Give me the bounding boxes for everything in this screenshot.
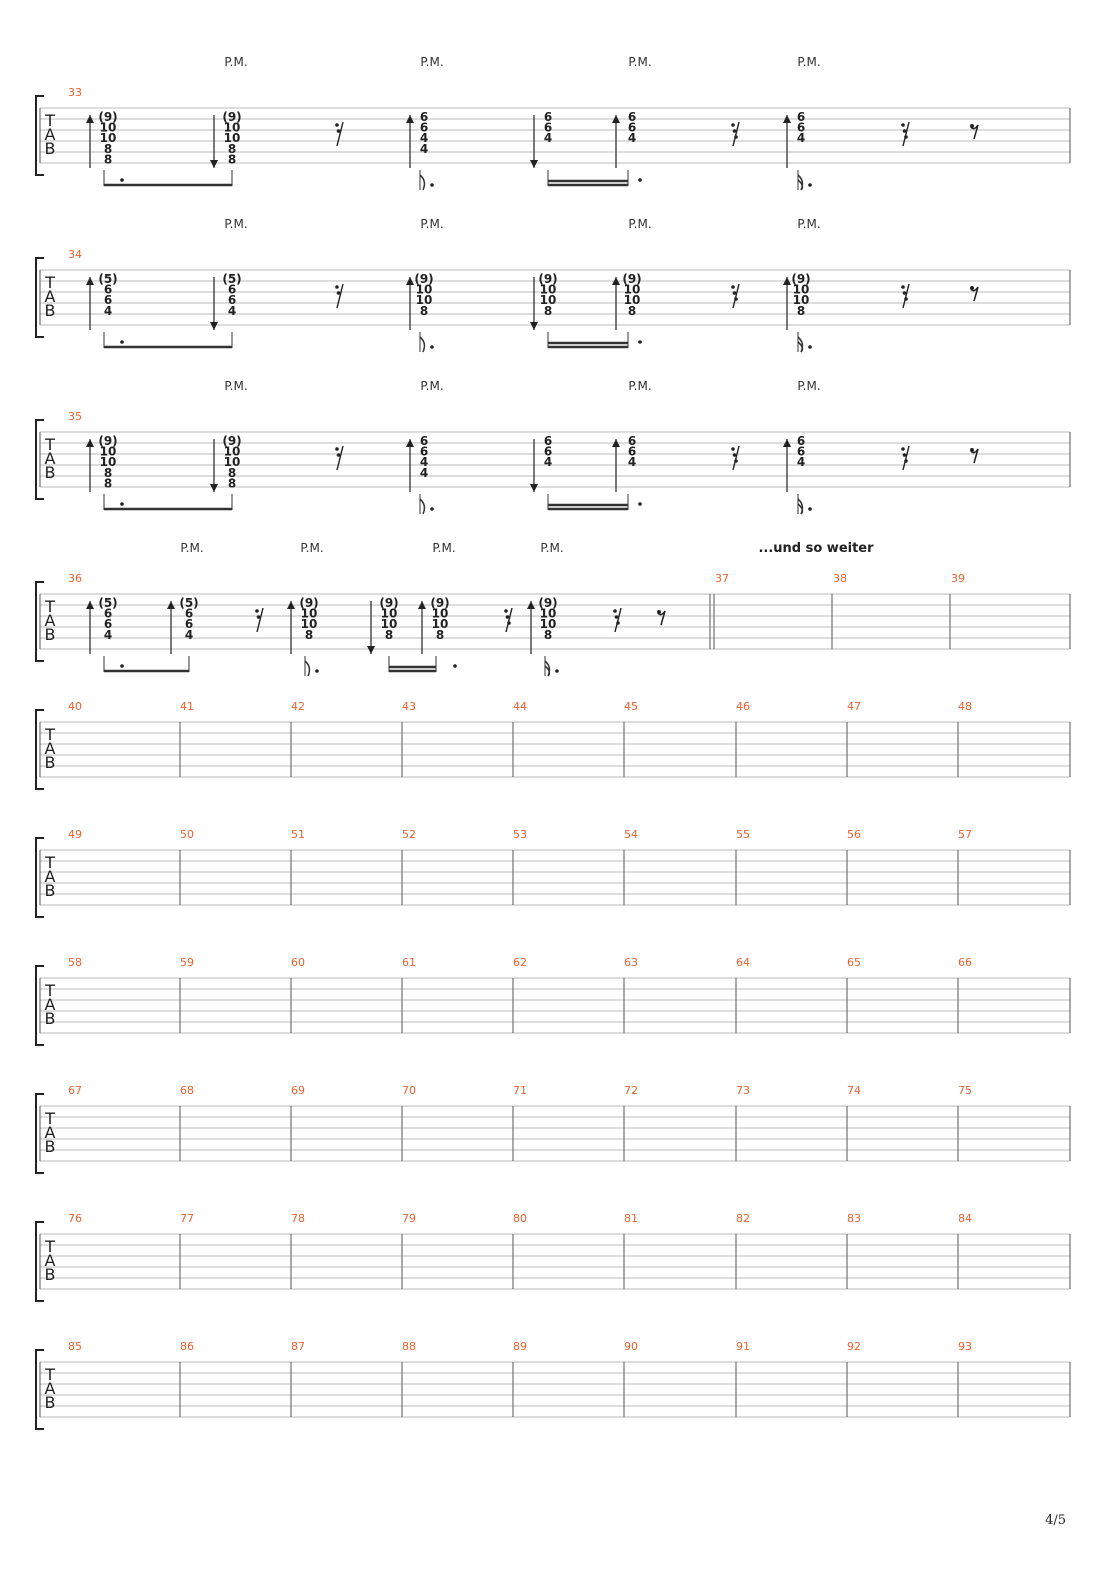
tab-clef-letter: T: [45, 1109, 55, 1128]
downstroke-arrow: [210, 484, 218, 492]
measure-number: 70: [402, 1084, 416, 1097]
fret-number: 10: [300, 617, 318, 632]
short-rest: [903, 291, 907, 295]
rhythm-dot: [430, 183, 434, 187]
palm-mute-label: P.M.: [628, 217, 652, 231]
short-rest: [506, 615, 510, 619]
rhythm-dot: [120, 340, 124, 344]
fret-number: 10: [415, 282, 433, 297]
fret-number: (9): [430, 596, 450, 610]
tab-clef-letter: T: [45, 597, 55, 616]
fret-number: (5): [98, 272, 118, 286]
palm-mute-label: P.M.: [224, 55, 248, 69]
short-rest: [901, 123, 905, 127]
measure-number: 74: [847, 1084, 861, 1097]
palm-mute-label: P.M.: [432, 541, 456, 555]
measure-number: 53: [513, 828, 527, 841]
short-rest: [734, 459, 738, 463]
fret-number: 6: [103, 282, 113, 297]
measure-number: 52: [402, 828, 416, 841]
palm-mute-label: P.M.: [420, 55, 444, 69]
fret-number: 6: [103, 617, 113, 632]
measure-number: 67: [68, 1084, 82, 1097]
short-rest: [731, 123, 735, 127]
short-rest: [337, 453, 341, 457]
fret-number: (9): [222, 110, 242, 124]
fret-number: 8: [543, 303, 553, 318]
fret-number: 10: [99, 455, 117, 470]
measure-number: 61: [402, 956, 416, 969]
measure-number: 33: [68, 86, 82, 99]
note-flag: [305, 661, 309, 676]
und-so-weiter-text: ...und so weiter: [758, 541, 874, 556]
tab-clef-letter: A: [44, 1123, 56, 1142]
fret-number: 10: [623, 293, 641, 308]
fret-number: 10: [431, 617, 449, 632]
fret-number: 10: [99, 131, 117, 146]
rhythm-dot: [120, 664, 124, 668]
fret-number: (5): [222, 272, 242, 286]
short-rest: [335, 285, 339, 289]
fret-number: 8: [627, 303, 637, 318]
tab-clef-letter: A: [44, 995, 56, 1014]
fret-number: 8: [103, 152, 113, 167]
measure-number: 60: [291, 956, 305, 969]
fret-number: 10: [223, 120, 241, 135]
short-rest: [901, 285, 905, 289]
measure-number: 63: [624, 956, 638, 969]
tab-clef-letter: B: [44, 625, 56, 644]
fret-number: 10: [300, 606, 318, 621]
downstroke-arrow: [367, 646, 375, 654]
fret-number: (9): [791, 272, 811, 286]
fret-number: 10: [623, 282, 641, 297]
measure-number: 38: [833, 572, 847, 585]
measure-number: 80: [513, 1212, 527, 1225]
tab-clef-letter: B: [44, 753, 56, 772]
short-rest: [257, 615, 261, 619]
fret-number: 8: [227, 141, 237, 156]
measure-number: 89: [513, 1340, 527, 1353]
fret-number: 8: [227, 152, 237, 167]
short-rest: [337, 291, 341, 295]
short-rest: [616, 621, 620, 625]
rhythm-dot: [555, 669, 559, 673]
fret-number: 8: [796, 303, 806, 318]
fret-number: 4: [419, 465, 429, 480]
fret-number: 6: [796, 120, 806, 135]
measure-number: 76: [68, 1212, 82, 1225]
tab-staff: [36, 966, 1070, 1045]
short-rest: [733, 291, 737, 295]
measure-number: 42: [291, 700, 305, 713]
palm-mute-label: P.M.: [540, 541, 564, 555]
downstroke-arrow: [210, 322, 218, 330]
measure-number: 54: [624, 828, 638, 841]
fret-number: 6: [184, 617, 194, 632]
measure-number: 90: [624, 1340, 638, 1353]
measure-number: 84: [958, 1212, 972, 1225]
downstroke-arrow: [530, 484, 538, 492]
fret-number: 6: [627, 120, 637, 135]
tab-clef-letter: B: [44, 1009, 56, 1028]
tab-clef-letter: B: [44, 139, 56, 158]
tab-clef-letter: B: [44, 1265, 56, 1284]
measure-number: 83: [847, 1212, 861, 1225]
rhythm-dot: [808, 345, 812, 349]
rhythm-dot: [430, 345, 434, 349]
fret-number: 10: [539, 617, 557, 632]
tab-staff: [36, 710, 1070, 789]
fret-number: 10: [99, 120, 117, 135]
fret-number: 10: [223, 444, 241, 459]
rhythm-dot: [430, 507, 434, 511]
palm-mute-label: P.M.: [420, 379, 444, 393]
measure-number: 72: [624, 1084, 638, 1097]
fret-number: 8: [103, 465, 113, 480]
measure-number: 93: [958, 1340, 972, 1353]
tab-clef-letter: B: [44, 1393, 56, 1412]
rhythm-dot: [638, 502, 642, 506]
downstroke-arrow: [210, 160, 218, 168]
short-rest: [904, 459, 908, 463]
measure-number: 88: [402, 1340, 416, 1353]
tab-staff: [36, 420, 1070, 499]
tab-clef-letter: A: [44, 1379, 56, 1398]
fret-number: 4: [796, 455, 806, 470]
fret-number: 10: [539, 282, 557, 297]
measure-number: 40: [68, 700, 82, 713]
fret-number: 8: [435, 627, 445, 642]
fret-number: 6: [419, 434, 429, 448]
rhythm-dot: [808, 183, 812, 187]
fret-number: 6: [419, 120, 429, 135]
measure-number: 92: [847, 1340, 861, 1353]
tab-clef-letter: A: [44, 287, 56, 306]
downstroke-arrow: [530, 322, 538, 330]
fret-number: (9): [538, 596, 558, 610]
tab-clef-letter: A: [44, 449, 56, 468]
eighth-rest: [970, 286, 974, 290]
fret-number: (9): [538, 272, 558, 286]
measure-number: 44: [513, 700, 527, 713]
fret-number: 4: [627, 455, 637, 470]
short-rest: [504, 609, 508, 613]
measure-number: 37: [715, 572, 729, 585]
fret-number: 4: [627, 131, 637, 146]
measure-number: 82: [736, 1212, 750, 1225]
tab-staff: [36, 1094, 1070, 1173]
measure-number: 58: [68, 956, 82, 969]
short-rest: [904, 135, 908, 139]
fret-number: 4: [543, 131, 553, 146]
short-rest: [733, 129, 737, 133]
measure-number: 56: [847, 828, 861, 841]
fret-number: (9): [622, 272, 642, 286]
palm-mute-label: P.M.: [420, 217, 444, 231]
fret-number: 8: [419, 303, 429, 318]
tab-clef-letter: A: [44, 739, 56, 758]
fret-number: 6: [543, 444, 553, 459]
fret-number: 10: [223, 455, 241, 470]
fret-number: 4: [419, 455, 429, 470]
fret-number: (5): [98, 596, 118, 610]
fret-number: 4: [227, 303, 237, 318]
fret-number: 10: [539, 606, 557, 621]
fret-number: 6: [103, 293, 113, 308]
fret-number: 4: [184, 627, 194, 642]
fret-number: 6: [543, 110, 553, 124]
palm-mute-label: P.M.: [224, 379, 248, 393]
rhythm-dot: [453, 664, 457, 668]
fret-number: 10: [539, 293, 557, 308]
fret-number: 6: [627, 444, 637, 459]
fret-number: 10: [223, 131, 241, 146]
short-rest: [337, 129, 341, 133]
fret-number: 8: [103, 141, 113, 156]
fret-number: 6: [184, 606, 194, 621]
measure-number: 35: [68, 410, 82, 423]
measure-number: 73: [736, 1084, 750, 1097]
fret-number: 4: [419, 141, 429, 156]
measure-number: 36: [68, 572, 82, 585]
short-rest: [901, 447, 905, 451]
palm-mute-label: P.M.: [628, 379, 652, 393]
measure-number: 57: [958, 828, 972, 841]
fret-number: 8: [304, 627, 314, 642]
fret-number: 10: [415, 293, 433, 308]
palm-mute-label: P.M.: [797, 217, 821, 231]
measure-number: 91: [736, 1340, 750, 1353]
fret-number: 10: [792, 293, 810, 308]
fret-number: (9): [98, 434, 118, 448]
rhythm-dot: [638, 340, 642, 344]
rhythm-dot: [120, 178, 124, 182]
short-rest: [615, 615, 619, 619]
measure-number: 79: [402, 1212, 416, 1225]
measure-number: 75: [958, 1084, 972, 1097]
fret-number: (9): [379, 596, 399, 610]
fret-number: 6: [627, 110, 637, 124]
measure-number: 45: [624, 700, 638, 713]
measure-number: 86: [180, 1340, 194, 1353]
fret-number: (9): [299, 596, 319, 610]
measure-number: 41: [180, 700, 194, 713]
tab-clef-letter: T: [45, 1365, 55, 1384]
eighth-rest: [657, 610, 661, 614]
tab-clef-letter: B: [44, 881, 56, 900]
page-number: 4/5: [1045, 1513, 1066, 1528]
fret-number: 10: [380, 606, 398, 621]
palm-mute-label: P.M.: [797, 379, 821, 393]
measure-number: 46: [736, 700, 750, 713]
measure-number: 71: [513, 1084, 527, 1097]
tab-clef-letter: A: [44, 867, 56, 886]
rhythm-dot: [315, 669, 319, 673]
tab-clef-letter: T: [45, 981, 55, 1000]
fret-number: 4: [419, 131, 429, 146]
fret-number: (9): [98, 110, 118, 124]
note-flag: [420, 499, 424, 514]
tab-clef-letter: A: [44, 1251, 56, 1270]
measure-number: 48: [958, 700, 972, 713]
fret-number: (5): [179, 596, 199, 610]
rhythm-dot: [808, 507, 812, 511]
measure-number: 49: [68, 828, 82, 841]
fret-number: 8: [543, 627, 553, 642]
fret-number: 6: [103, 606, 113, 621]
measure-number: 34: [68, 248, 82, 261]
fret-number: 6: [543, 434, 553, 448]
measure-number: 59: [180, 956, 194, 969]
measure-number: 65: [847, 956, 861, 969]
fret-number: 6: [796, 444, 806, 459]
tab-clef-letter: A: [44, 125, 56, 144]
short-rest: [904, 297, 908, 301]
measure-number: 51: [291, 828, 305, 841]
short-rest: [731, 285, 735, 289]
tab-staff: [36, 1350, 1070, 1429]
measure-number: 77: [180, 1212, 194, 1225]
rhythm-dot: [120, 502, 124, 506]
fret-number: 8: [227, 476, 237, 491]
fret-number: 10: [380, 617, 398, 632]
short-rest: [335, 447, 339, 451]
palm-mute-label: P.M.: [628, 55, 652, 69]
fret-number: 6: [796, 434, 806, 448]
measure-number: 55: [736, 828, 750, 841]
short-rest: [734, 297, 738, 301]
short-rest: [733, 453, 737, 457]
measure-number: 62: [513, 956, 527, 969]
short-rest: [335, 123, 339, 127]
tab-clef-letter: B: [44, 301, 56, 320]
fret-number: (9): [414, 272, 434, 286]
palm-mute-label: P.M.: [300, 541, 324, 555]
fret-number: 10: [792, 282, 810, 297]
measure-number: 50: [180, 828, 194, 841]
note-flag: [420, 175, 424, 190]
tab-staff: [36, 1222, 1070, 1301]
tab-clef-letter: B: [44, 463, 56, 482]
eighth-rest: [970, 124, 974, 128]
measure-number: 68: [180, 1084, 194, 1097]
palm-mute-label: P.M.: [224, 217, 248, 231]
downstroke-arrow: [530, 160, 538, 168]
measure-number: 69: [291, 1084, 305, 1097]
fret-number: 8: [227, 465, 237, 480]
tab-staff: [36, 838, 1070, 917]
short-rest: [613, 609, 617, 613]
short-rest: [731, 447, 735, 451]
measure-number: 85: [68, 1340, 82, 1353]
measure-number: 78: [291, 1212, 305, 1225]
fret-number: 8: [103, 476, 113, 491]
note-flag: [420, 337, 424, 352]
fret-number: (9): [222, 434, 242, 448]
fret-number: 4: [796, 131, 806, 146]
tab-clef-letter: T: [45, 725, 55, 744]
tab-clef-letter: T: [45, 111, 55, 130]
fret-number: 6: [419, 110, 429, 124]
fret-number: 6: [796, 110, 806, 124]
fret-number: 10: [431, 606, 449, 621]
tab-staff: [36, 96, 1070, 175]
measure-number: 64: [736, 956, 750, 969]
fret-number: 6: [543, 120, 553, 135]
fret-number: 6: [419, 444, 429, 459]
fret-number: 4: [103, 627, 113, 642]
tab-clef-letter: T: [45, 273, 55, 292]
short-rest: [734, 135, 738, 139]
measure-number: 47: [847, 700, 861, 713]
measure-number: 66: [958, 956, 972, 969]
tab-clef-letter: T: [45, 853, 55, 872]
tab-clef-letter: B: [44, 1137, 56, 1156]
short-rest: [903, 453, 907, 457]
tab-clef-letter: T: [45, 435, 55, 454]
tab-clef-letter: A: [44, 611, 56, 630]
measure-number: 43: [402, 700, 416, 713]
short-rest: [255, 609, 259, 613]
tab-clef-letter: T: [45, 1237, 55, 1256]
palm-mute-label: P.M.: [180, 541, 204, 555]
fret-number: 6: [227, 282, 237, 297]
measure-number: 87: [291, 1340, 305, 1353]
short-rest: [903, 129, 907, 133]
measure-number: 39: [951, 572, 965, 585]
palm-mute-label: P.M.: [797, 55, 821, 69]
fret-number: 4: [543, 455, 553, 470]
short-rest: [507, 621, 511, 625]
fret-number: 4: [103, 303, 113, 318]
rhythm-dot: [638, 178, 642, 182]
eighth-rest: [970, 448, 974, 452]
measure-number: 81: [624, 1212, 638, 1225]
fret-number: 10: [99, 444, 117, 459]
fret-number: 8: [384, 627, 394, 642]
fret-number: 6: [627, 434, 637, 448]
fret-number: 6: [227, 293, 237, 308]
